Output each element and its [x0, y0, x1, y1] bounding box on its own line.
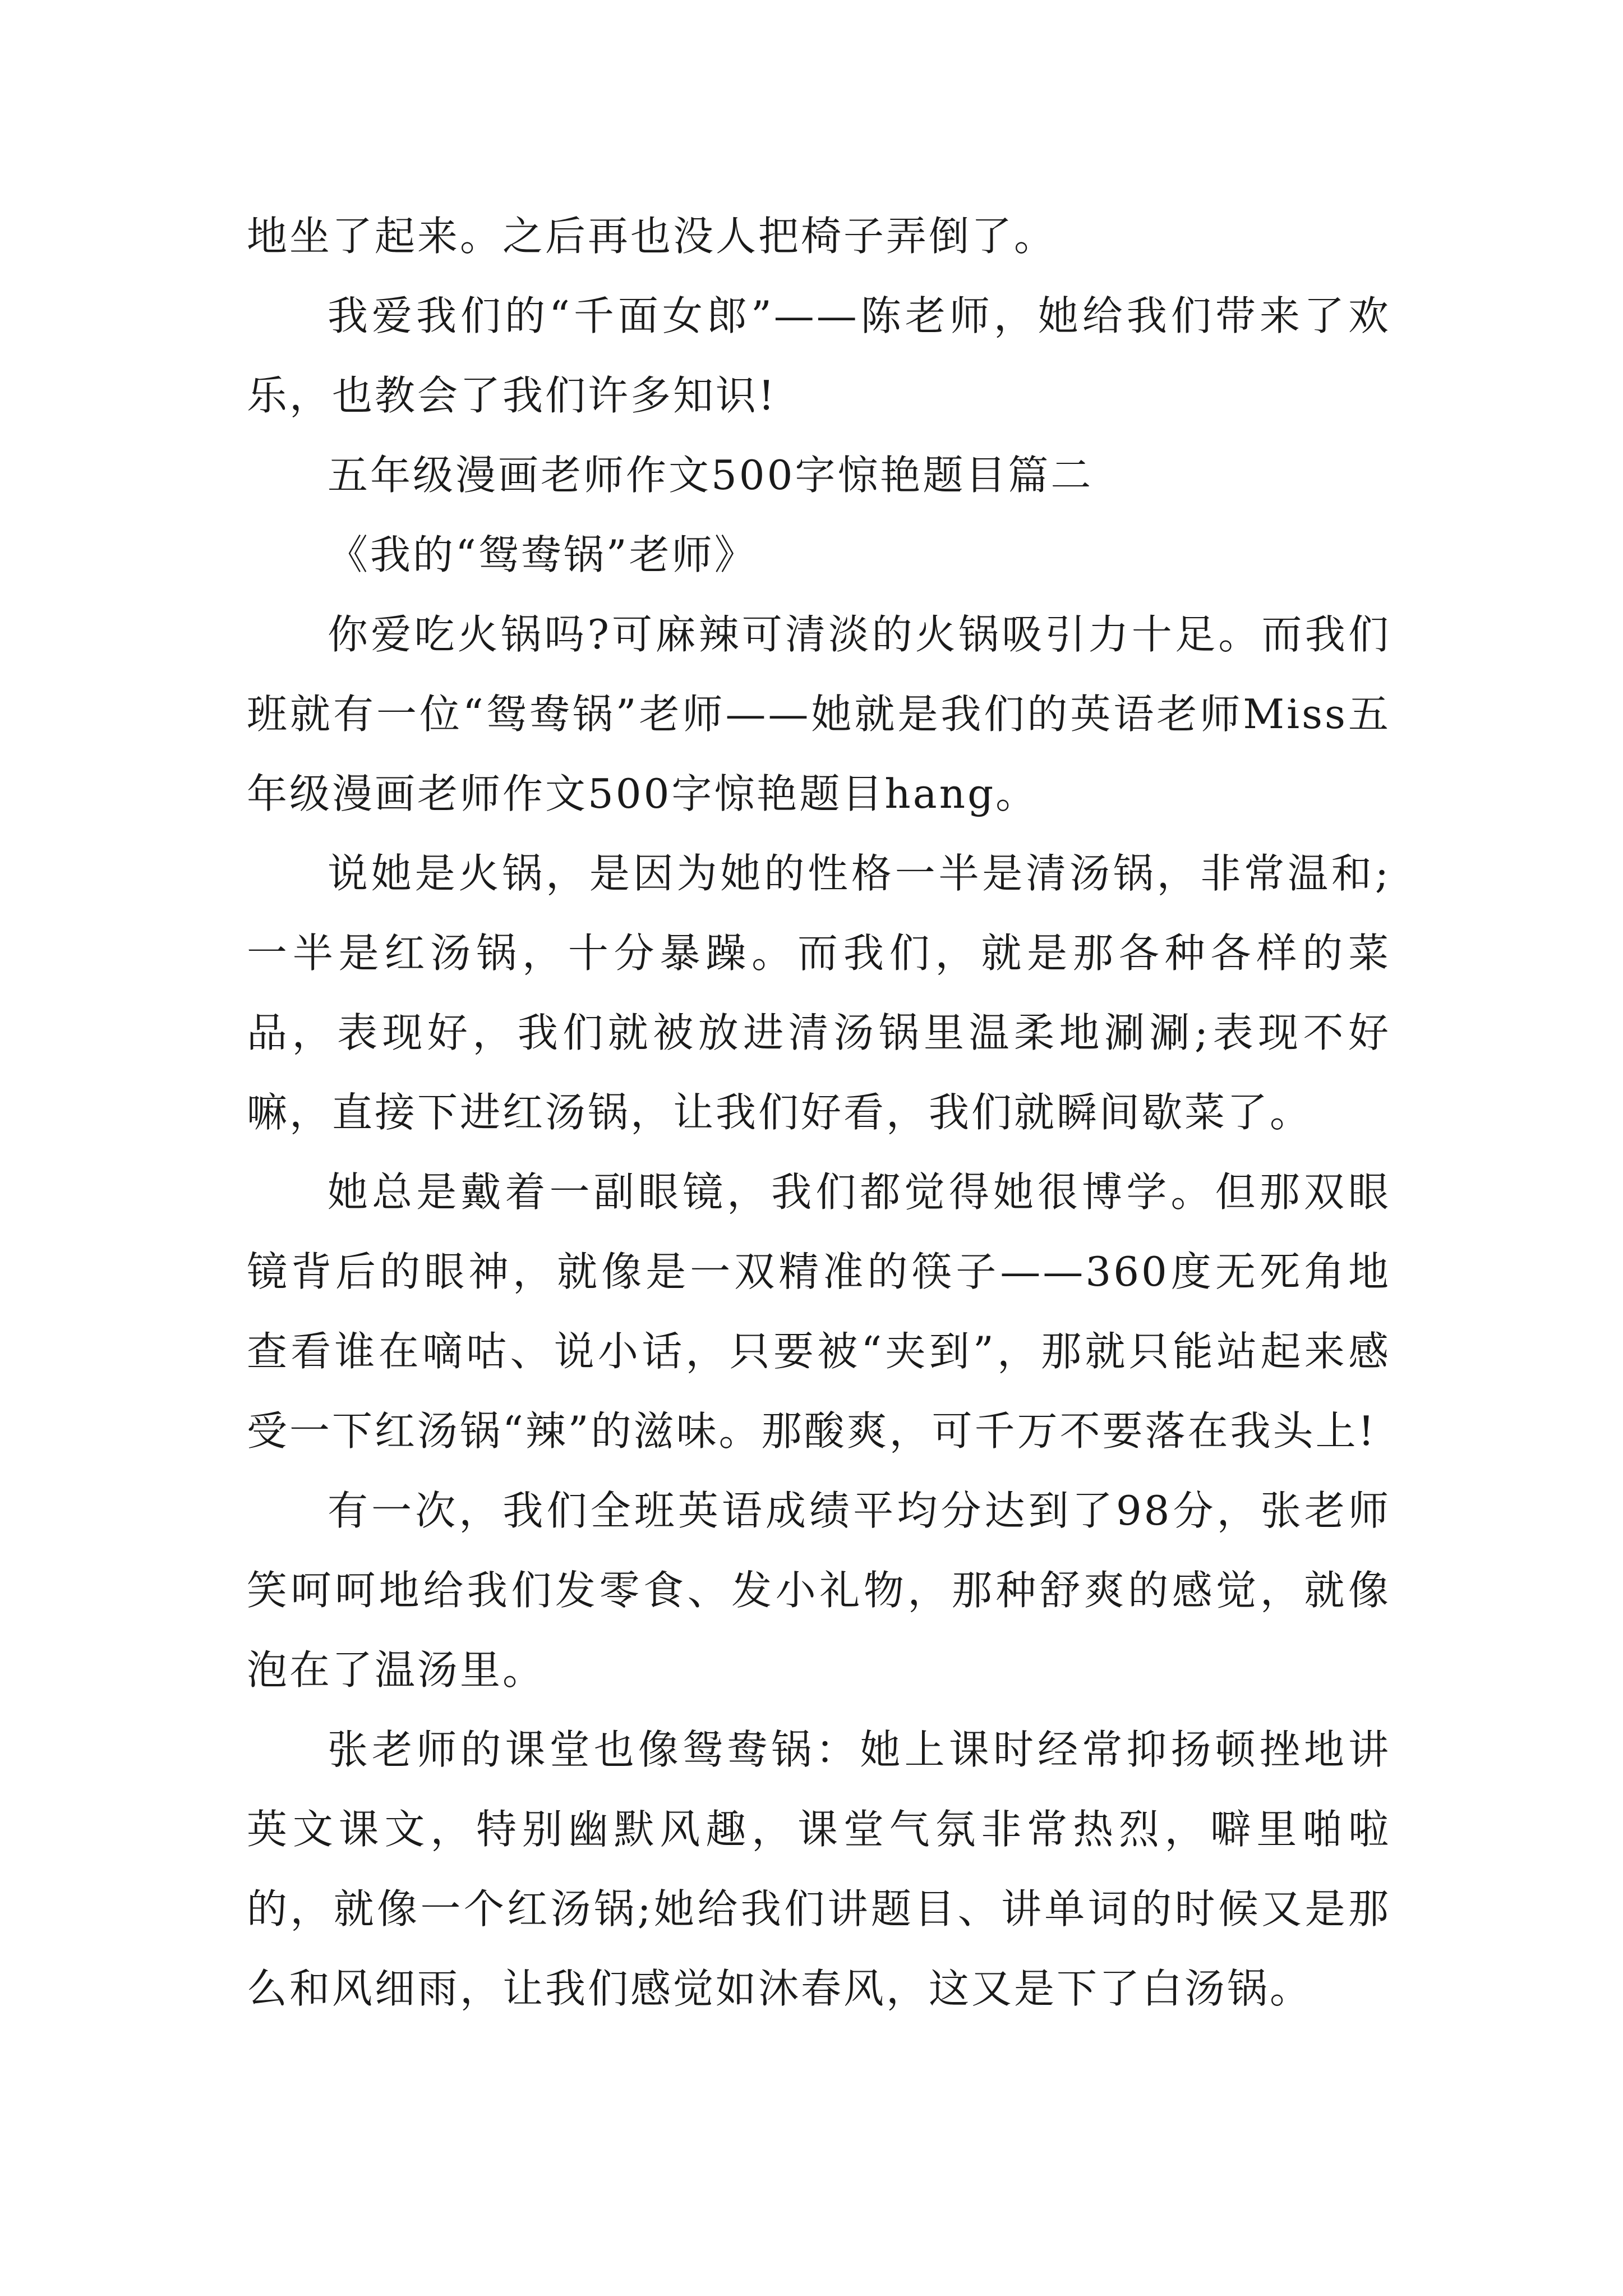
- document-body: [247, 196, 1391, 2028]
- paragraph-classroom: 张老师的课堂也像鸳鸯锅：她上课时经常抑扬顿挫地讲英文课文，特别幽默风趣，课堂气氛非常热烈，噼里啪啦的，就像一个红汤锅;她给我们讲题目、讲单词的时候又是那么和风细雨，让我们感觉如沐春风，这又是下了白汤锅。: [247, 1726, 1391, 2012]
- paragraph-glasses: 她总是戴着一副眼镜，我们都觉得她很博学。但那双眼镜背后的眼神，就像是一双精准的筷子——360度无死角地查看谁在嘀咕、说小话，只要被“夹到”，那就只能站起来感受一下红汤锅“辣”的滋味。那酸爽，可千万不要落在我头上!: [247, 1168, 1391, 1455]
- paragraph-hotpot-intro: 你爱吃火锅吗?可麻辣可清淡的火锅吸引力十足。而我们班就有一位“鸳鸯锅”老师——她就是我们的英语老师Miss五年级漫画老师作文500字惊艳题目hang。: [247, 611, 1391, 817]
- essay-title: 《我的“鸳鸯锅”老师》: [328, 531, 757, 578]
- paragraph-scores: 有一次，我们全班英语成绩平均分达到了98分，张老师笑呵呵地给我们发零食、发小礼物，那种舒爽的感觉，就像泡在了温汤里。: [247, 1487, 1391, 1694]
- section-heading: 五年级漫画老师作文500字惊艳题目篇二: [328, 452, 1094, 499]
- paragraph-love-teacher: 我爱我们的“千面女郎”——陈老师，她给我们带来了欢乐，也教会了我们许多知识!: [247, 292, 1391, 419]
- paragraph-continuation: 地坐了起来。之后再也没人把椅子弄倒了。: [247, 213, 1057, 260]
- paragraph-personality: 说她是火锅，是因为她的性格一半是清汤锅，非常温和;一半是红汤锅，十分暴躁。而我们，就是那各种各样的菜品，表现好，我们就被放进清汤锅里温柔地涮涮;表现不好嘛，直接下进红汤锅，让我们好看，我们就瞬间歇菜了。: [247, 850, 1391, 1136]
